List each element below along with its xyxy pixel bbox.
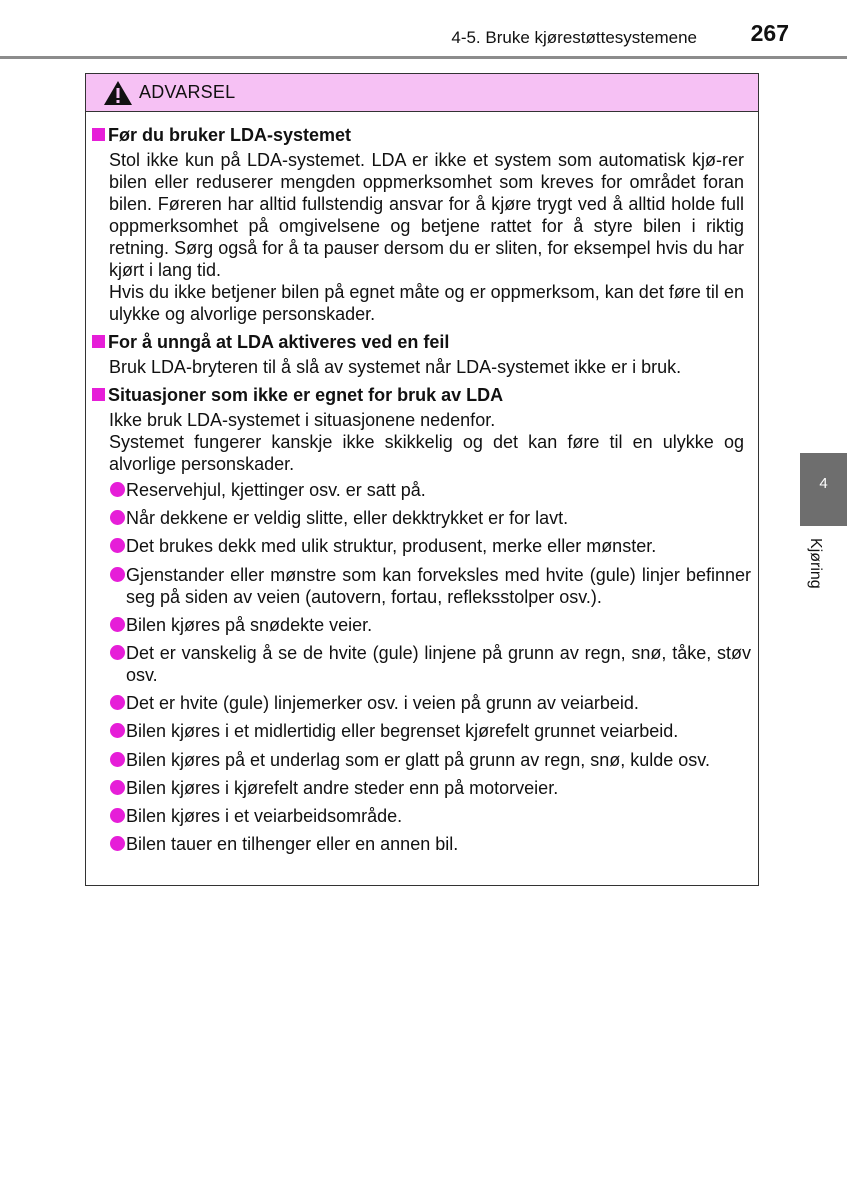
section-heading: Før du bruker LDA-systemet — [86, 124, 758, 146]
page-header — [0, 0, 847, 60]
circle-bullet-icon — [110, 695, 125, 710]
circle-bullet-icon — [110, 510, 125, 525]
list-item: Bilen tauer en tilhenger eller en annen bil. — [86, 833, 758, 855]
square-bullet-icon — [92, 335, 105, 348]
list-item: Det brukes dekk med ulik struktur, produsent, merke eller mønster. — [86, 535, 758, 557]
section-avoid-accidental-activation — [86, 331, 758, 378]
circle-bullet-icon — [110, 752, 125, 767]
situation-list — [86, 479, 758, 855]
circle-bullet-icon — [110, 645, 125, 660]
paragraph: Bruk LDA-bryteren til å slå av systemet når LDA-systemet ikke er i bruk. — [109, 357, 682, 377]
list-item: Det er hvite (gule) linjemerker osv. i veien på grunn av veiarbeid. — [86, 692, 758, 714]
paragraph: Ikke bruk LDA-systemet i situasjonene nedenfor. — [109, 410, 496, 430]
circle-bullet-icon — [110, 617, 125, 632]
list-item: Bilen kjøres i et veiarbeidsområde. — [86, 805, 758, 827]
list-item: Bilen kjøres på et underlag som er glatt på grunn av regn, snø, kulde osv. — [86, 749, 758, 771]
section-title: 4-5. Bruke kjørestøttesystemene — [451, 28, 697, 47]
list-item: Når dekkene er veldig slitte, eller dekktrykket er for lavt. — [86, 507, 758, 529]
circle-bullet-icon — [110, 836, 125, 851]
warning-box — [85, 73, 759, 886]
list-item: Bilen kjøres på snødekte veier. — [86, 614, 758, 636]
list-item: Det er vanskelig å se de hvite (gule) linjene på grunn av regn, snø, tåke, støv osv. — [86, 642, 758, 686]
circle-bullet-icon — [110, 780, 125, 795]
warning-content — [86, 124, 758, 861]
circle-bullet-icon — [110, 567, 125, 582]
chapter-number: 4 — [819, 475, 828, 492]
paragraph: Stol ikke kun på LDA-systemet. LDA er ikke et system som automatisk kjø-rer bilen eller reduserer mengden oppmerksomhet som kreves for området foran bilen. Føreren har alltid fullstendig ansvar for å kjøre trygt ved å alltid holde full oppmerksomhet på omgivelsene og betjene rattet for å styre bilen i riktig retning. Sørg også for å ta pauser dersom du er sliten, for eksempel hvis du har kjørt i lang tid. — [109, 150, 744, 280]
list-item: Gjenstander eller mønstre som kan forveksles med hvite (gule) linjer befinner seg på siden av veien (autovern, fortau, refleksstolper osv.). — [86, 564, 758, 608]
chapter-label: Kjøring — [807, 538, 824, 589]
warning-header — [86, 74, 758, 112]
section-before-use — [86, 124, 758, 325]
page-number: 267 — [750, 20, 789, 46]
warning-triangle-icon — [103, 80, 133, 106]
list-item: Reservehjul, kjettinger osv. er satt på. — [86, 479, 758, 501]
circle-bullet-icon — [110, 723, 125, 738]
list-item: Bilen kjøres i kjørefelt andre steder enn på motorveier. — [86, 777, 758, 799]
section-heading: For å unngå at LDA aktiveres ved en feil — [86, 331, 758, 353]
header-divider — [0, 56, 847, 59]
square-bullet-icon — [92, 128, 105, 141]
square-bullet-icon — [92, 388, 105, 401]
circle-bullet-icon — [110, 808, 125, 823]
circle-bullet-icon — [110, 538, 125, 553]
circle-bullet-icon — [110, 482, 125, 497]
list-item: Bilen kjøres i et midlertidig eller begrenset kjørefelt grunnet veiarbeid. — [86, 720, 758, 742]
warning-title: ADVARSEL — [139, 82, 236, 102]
paragraph: Hvis du ikke betjener bilen på egnet måte og er oppmerksom, kan det føre til en ulykke og alvorlige personskader. — [109, 282, 744, 324]
section-unsuitable-situations — [86, 384, 758, 855]
chapter-tab[interactable] — [800, 453, 847, 526]
paragraph: Systemet fungerer kanskje ikke skikkelig og det kan føre til en ulykke og alvorlige personskader. — [109, 432, 744, 474]
section-heading: Situasjoner som ikke er egnet for bruk av LDA — [86, 384, 758, 406]
